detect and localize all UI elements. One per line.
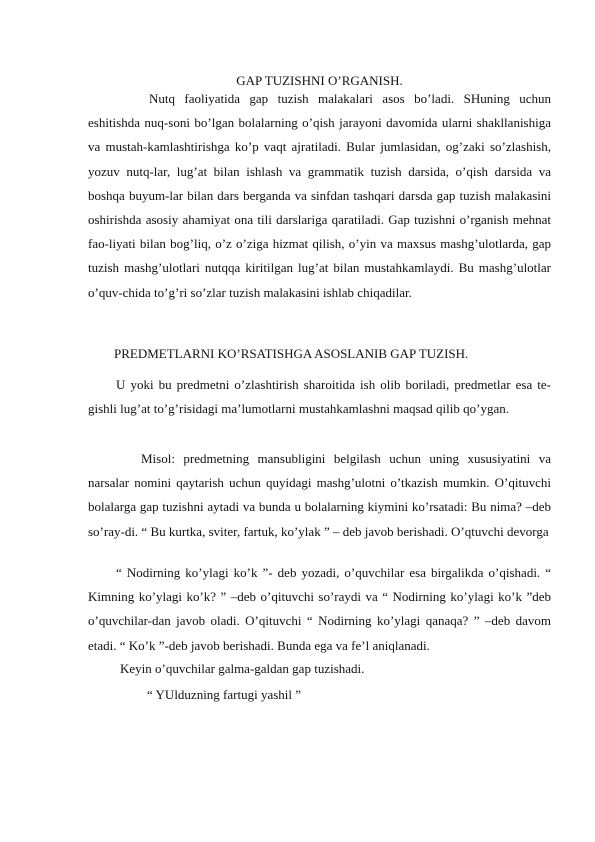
- section-heading: PREDMETLARNI KO’RSATISHGA ASOSLANIB GAP TUZISH.: [114, 346, 469, 361]
- paragraph-dialogue-text: “ Nodirning ko’ylagi ko’k ”- deb yozadi, o’quvchilar esa birgalikda o’qishadi. “ Kimning ko’ylagi ko’k? ” –deb o’qituvchi so’raydi va “ Nodirning ko’ylagi ko’k ”deb o’quvchilar-dan javob oladi. O’qituvchi “ Nodirning ko’ylagi qanaqa? ” –deb davom etadi. “ Ko’k ”-deb javob berishadi. Bunda ega va fe’l aniqlanadi.: [88, 565, 551, 653]
- paragraph-intro: Nutq faoliyatida gap tuzish malakalari asos bo’ladi. SHuning uchun eshitishda nuq-soni bo’lgan bolalarning o’qish jarayoni davomida ularni shakllanishiga va mustah-kamlashtirishga ko’p vaqt ajratiladi. Bular jumlasidan, og’zaki so’zlashish, yozuv nutq-lar, lug’at bilan ishlash va grammatik tuzish darsida, o’qish darsida va boshqa buyum-lar bilan dars berganda va sinfdan tashqari darsda gap tuzish malakasini oshirishda asosiy ahamiyat ona tili darslariga qaratiladi. Gap tuzishni o’rganish mehnat fao-liyati bilan bog’liq, o’z o’ziga hizmat qilish, o’yin va maxsus mashg’ulotlarda, gap tuzish mashg’ulotlari nutqqa kiritilgan lug’at bilan mustahkamlaydi. Bu mashg’ulotlar o’quv-chida to’g’ri so’zlar tuzish malakasini ishlab chiqadilar.: [88, 91, 551, 300]
- paragraph-example: Misol: predmetning mansubligini belgilash uchun uning xususiyatini va narsalar nomini qaytarish uchun quyidagi mashg’ulotni o’tkazish mumkin. O’qituvchi bolalarga gap tuzishni aytadi va bunda u bolalarning kiymini ko’rsatadi: Bu nima? –deb so’ray-di. “ Bu kurtka, sviter, fartuk, ko’ylak ” – deb javob berishadi. O’qtuvchi devorga: [88, 451, 551, 539]
- paragraph-next-step: Keyin o’quvchilar galma-galdan gap tuzishadi.: [120, 661, 365, 676]
- page-title: GAP TUZISHNI O’RGANISH.: [236, 73, 403, 88]
- paragraph-subject-work: U yoki bu predmetni o’zlashtirish sharoitida ish olib boriladi, predmetlar esa te-gishli lug’at to’g’risidagi ma’lumotlarni mustahkamlashni maqsad qilib qo’ygan.: [88, 377, 551, 417]
- example-sentence: “ YUlduzning fartugi yashil ”: [147, 687, 302, 702]
- paragraph-dialogue: [88, 561, 551, 658]
